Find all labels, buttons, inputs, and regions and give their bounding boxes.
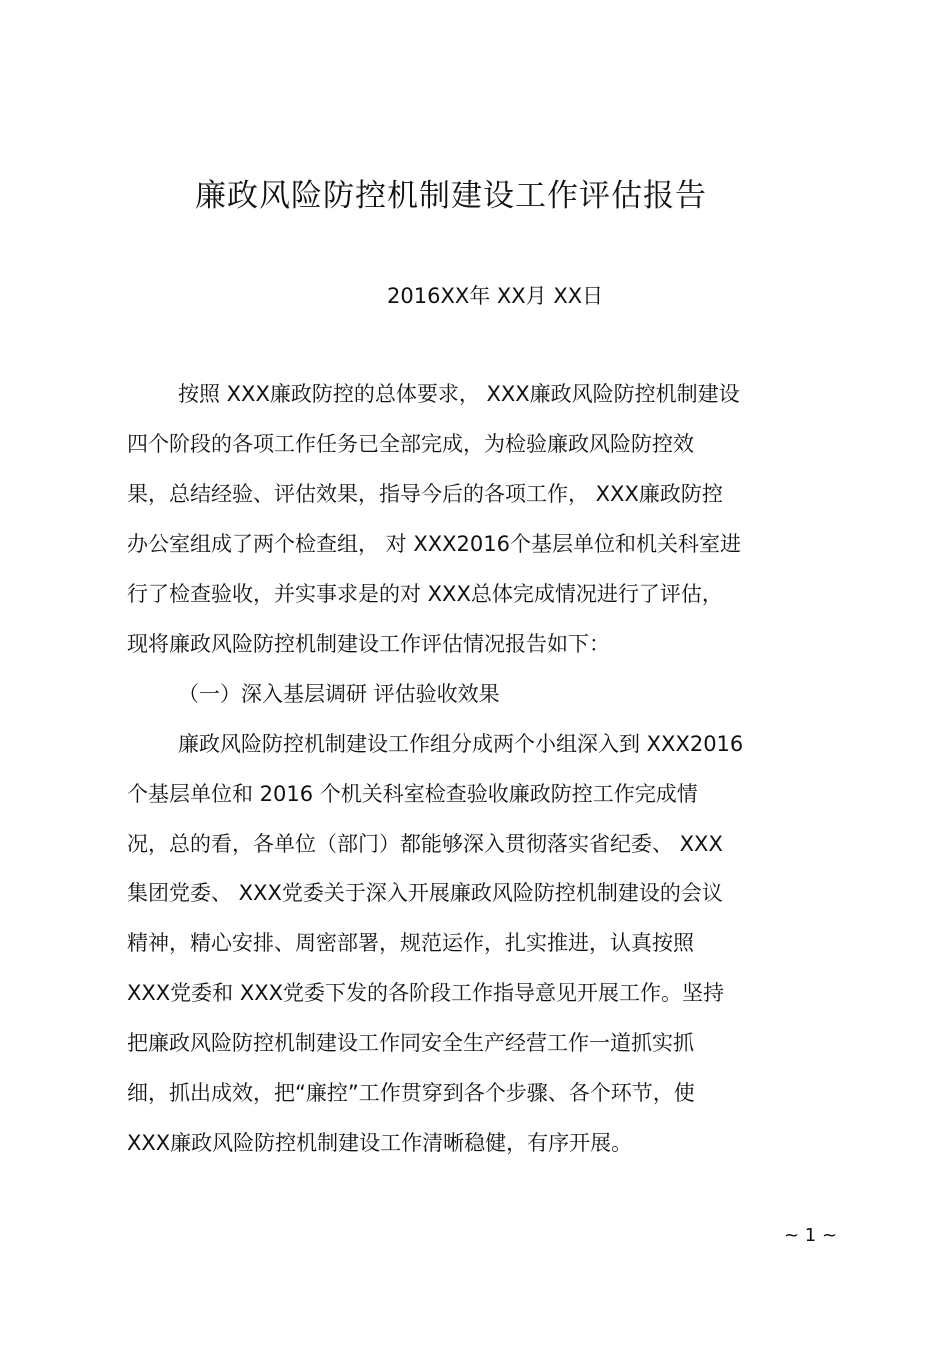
- body-line: XXX廉政风险防控机制建设工作清晰稳健，有序开展。: [127, 1131, 633, 1155]
- body-line: 细，抓出成效，把“廉控”工作贯穿到各个步骤、各个环节，使: [127, 1081, 695, 1105]
- body-line: 按照 XXX廉政防控的总体要求， XXX廉政风险防控机制建设: [178, 382, 740, 406]
- document-title: 廉政风险防控机制建设工作评估报告: [195, 178, 707, 214]
- body-line: 果，总结经验、评估效果，指导今后的各项工作， XXX廉政防控: [127, 482, 723, 506]
- page-number: ~ 1 ~: [784, 1225, 838, 1246]
- body-line: 现将廉政风险防控机制建设工作评估情况报告如下：: [127, 632, 610, 656]
- section-heading: （一）深入基层调研 评估验收效果: [178, 682, 500, 706]
- body-line: XXX党委和 XXX党委下发的各阶段工作指导意见开展工作。坚持: [127, 981, 724, 1005]
- body-line: 精神，精心安排、周密部署，规范运作，扎实推进，认真按照: [127, 931, 694, 955]
- body-line: 况，总的看，各单位（部门）都能够深入贯彻落实省纪委、 XXX: [127, 832, 723, 856]
- body-line: 行了检查验收，并实事求是的对 XXX总体完成情况进行了评估，: [127, 582, 723, 606]
- body-line: 集团党委、 XXX党委关于深入开展廉政风险防控机制建设的会议: [127, 881, 723, 905]
- body-line: 把廉政风险防控机制建设工作同安全生产经营工作一道抓实抓: [127, 1031, 694, 1055]
- body-line: 四个阶段的各项工作任务已全部完成，为检验廉政风险防控效: [127, 432, 694, 456]
- body-line: 廉政风险防控机制建设工作组分成两个小组深入到 XXX2016: [178, 732, 744, 756]
- body-line: 个基层单位和 2016 个机关科室检查验收廉政防控工作完成情: [127, 782, 698, 806]
- document-date: 2016XX年 XX月 XX日: [387, 284, 604, 308]
- body-line: 办公室组成了两个检查组， 对 XXX2016个基层单位和机关科室进: [127, 532, 741, 556]
